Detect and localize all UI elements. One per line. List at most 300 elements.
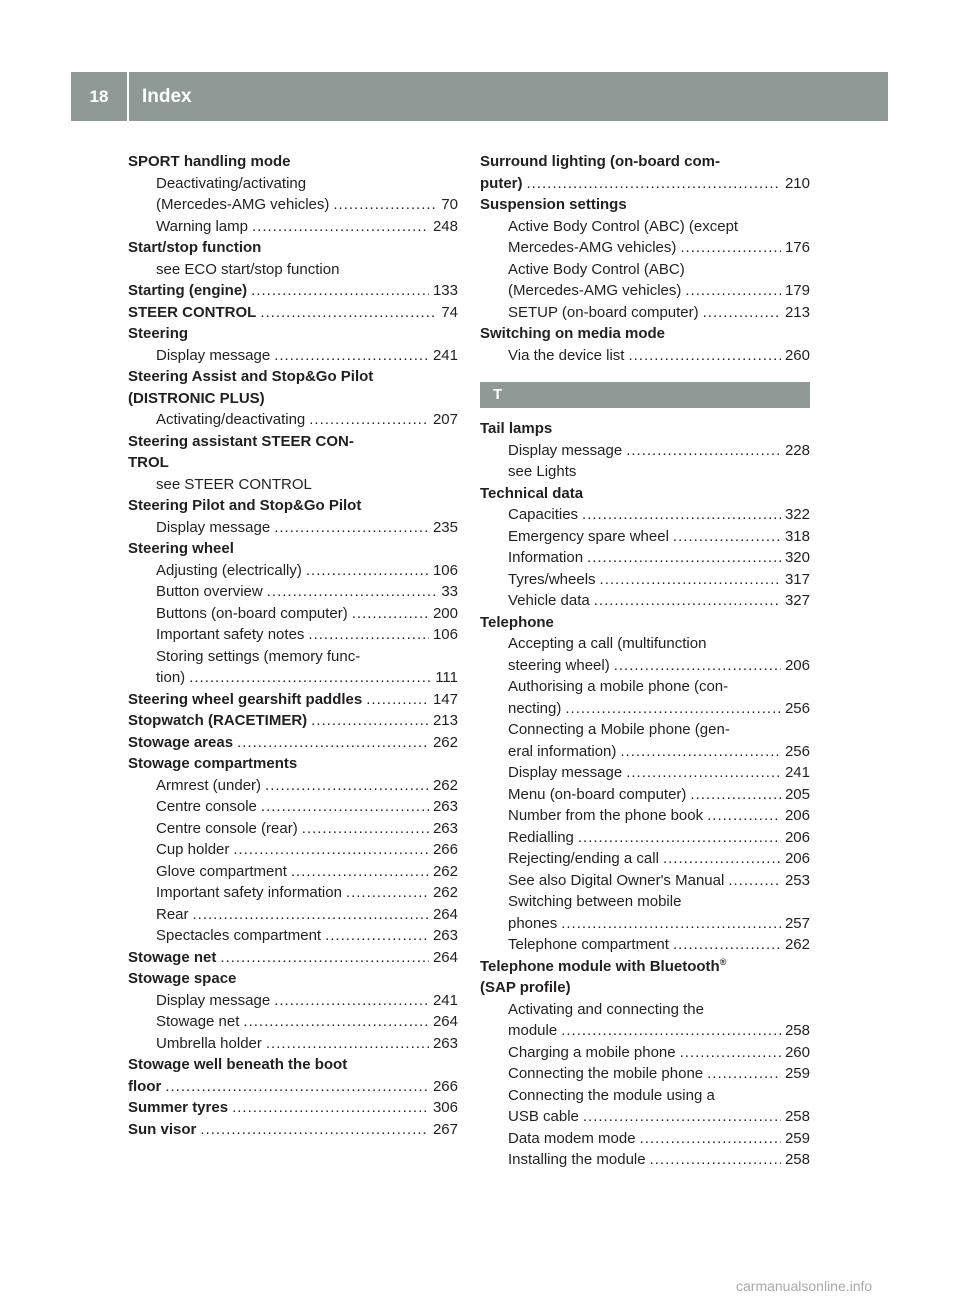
dot-leader	[309, 409, 429, 431]
index-entry-heading	[128, 1054, 458, 1076]
index-subentry-text	[480, 999, 810, 1021]
page-reference[interactable]: 263	[432, 1034, 458, 1052]
index-entry-heading	[128, 237, 458, 259]
page-reference[interactable]: 259	[784, 1129, 810, 1147]
entry-text: See also Digital Owner's Manual	[508, 871, 725, 889]
entry-text: puter)	[480, 174, 523, 192]
entry-text: Starting (engine)	[128, 282, 248, 299]
page-reference[interactable]: 241	[784, 764, 810, 781]
index-subentry[interactable]	[480, 302, 810, 324]
index-subentry-text	[480, 461, 810, 483]
page-reference[interactable]: 267	[432, 1120, 458, 1138]
page-reference[interactable]: 206	[784, 807, 810, 824]
entry-text: Stowage net	[128, 948, 217, 966]
entry-text: Important safety information	[156, 884, 342, 901]
page-reference[interactable]: 206	[784, 656, 810, 674]
index-subentry[interactable]	[480, 1106, 810, 1128]
entry-text: Telephone compartment	[508, 936, 669, 953]
entry-text: Display message	[508, 764, 623, 781]
index-column-left	[128, 151, 458, 1140]
index-subentry-text	[128, 259, 458, 281]
page-reference[interactable]: 213	[432, 712, 458, 729]
dot-leader	[266, 1033, 429, 1055]
index-entry-heading	[480, 977, 810, 999]
entry-text: Centre console (rear)	[156, 819, 298, 837]
dot-leader	[291, 861, 429, 883]
dot-leader	[325, 925, 429, 947]
index-subentry-text	[480, 259, 810, 281]
page-reference[interactable]: 241	[432, 346, 458, 364]
index-subentry-text	[480, 891, 810, 913]
dot-leader	[640, 1128, 781, 1150]
footer-watermark: carmanualsonline.info	[736, 1278, 873, 1294]
index-entry-heading	[480, 612, 810, 634]
entry-text: (Mercedes-AMG vehicles)	[156, 196, 330, 213]
entry-text: Switching between mobile	[508, 893, 682, 910]
entry-text: Warning lamp	[156, 217, 248, 235]
index-subentry[interactable]	[480, 569, 810, 591]
index-subentry[interactable]	[480, 1020, 810, 1042]
page-reference[interactable]: 264	[432, 948, 458, 966]
index-entry-heading	[128, 388, 458, 410]
entry-text: Adjusting (electrically)	[156, 561, 302, 579]
entry-text: Charging a mobile phone	[508, 1043, 676, 1061]
entry-text: Display message	[508, 441, 623, 459]
entry-text: SETUP (on-board computer)	[508, 303, 699, 321]
entry-text: Summer tyres	[128, 1099, 229, 1116]
index-entry[interactable]	[128, 302, 458, 324]
dot-leader	[626, 440, 781, 462]
entry-text: Tyres/wheels	[508, 570, 596, 588]
page-reference[interactable]: 70	[441, 196, 458, 213]
index-entry[interactable]	[128, 710, 458, 732]
registered-mark: ®	[719, 956, 727, 967]
entry-text: steering wheel)	[508, 656, 610, 674]
entry-text: Active Body Control (ABC)	[508, 260, 685, 278]
entry-text: Sun visor	[128, 1120, 197, 1138]
index-subentry[interactable]	[480, 655, 810, 677]
page-reference[interactable]: 263	[432, 927, 458, 944]
dot-leader	[707, 1063, 781, 1085]
index-subentry[interactable]	[128, 1011, 458, 1033]
entry-text: Telephone	[480, 613, 554, 631]
page-reference[interactable]: 258	[784, 1022, 810, 1039]
entry-text: necting)	[508, 699, 562, 717]
page-reference[interactable]: 264	[432, 905, 458, 923]
entry-text: Connecting the module using a	[508, 1086, 715, 1104]
page-reference[interactable]: 306	[432, 1099, 458, 1116]
index-subentry[interactable]	[480, 526, 810, 548]
dot-leader	[587, 547, 781, 569]
entry-text: Armrest (under)	[156, 776, 262, 794]
index-subentry[interactable]	[480, 1063, 810, 1085]
page-reference[interactable]: 322	[784, 506, 810, 523]
index-entry-heading	[480, 956, 810, 978]
entry-text: Steering Pilot and Stop&Go Pilot	[128, 497, 362, 514]
index-subentry[interactable]	[128, 560, 458, 582]
page-reference[interactable]: 262	[432, 776, 458, 794]
index-entry-heading	[128, 495, 458, 517]
page-number: 18	[89, 86, 109, 106]
dot-leader	[274, 517, 429, 539]
dot-leader	[233, 839, 429, 861]
page-reference[interactable]: 176	[784, 239, 810, 256]
entry-text: (DISTRONIC PLUS)	[128, 389, 265, 407]
page-reference[interactable]: 256	[784, 699, 810, 717]
entry-text: Telephone module with Bluetooth	[480, 957, 720, 975]
index-subentry[interactable]	[480, 848, 810, 870]
index-entry-heading	[128, 538, 458, 560]
dot-leader	[220, 947, 429, 969]
page-reference[interactable]: 179	[784, 282, 810, 299]
entry-text: Via the device list	[508, 346, 625, 364]
entry-text: SPORT handling mode	[128, 153, 291, 170]
page-reference[interactable]: 258	[784, 1108, 810, 1125]
page-header	[71, 72, 888, 121]
page-reference[interactable]: 210	[784, 174, 810, 192]
entry-text: Display message	[156, 518, 271, 536]
page-reference[interactable]: 262	[432, 862, 458, 880]
dot-leader	[690, 784, 781, 806]
index-subentry[interactable]	[480, 698, 810, 720]
index-subentry[interactable]	[128, 667, 458, 689]
entry-text: Tail lamps	[480, 420, 553, 437]
entry-text: Menu (on-board computer)	[508, 785, 687, 803]
index-subentry[interactable]	[480, 237, 810, 259]
index-entry[interactable]	[128, 1076, 458, 1098]
dot-leader	[267, 581, 438, 603]
entry-text: Technical data	[480, 484, 584, 502]
page-reference[interactable]: 147	[432, 690, 458, 708]
entry-text: Display message	[156, 991, 271, 1009]
dot-leader	[200, 1119, 429, 1141]
dot-leader	[583, 1106, 781, 1128]
page-reference[interactable]: 200	[432, 604, 458, 622]
dot-leader	[728, 870, 781, 892]
page-reference[interactable]: 206	[784, 828, 810, 846]
entry-text: Spectacles compartment	[156, 927, 322, 944]
entry-text: Switching on media mode	[480, 325, 666, 342]
index-entry[interactable]	[128, 689, 458, 711]
page-reference[interactable]: 262	[784, 936, 810, 953]
dot-leader	[261, 796, 429, 818]
entry-text: Mercedes-AMG vehicles)	[508, 239, 677, 256]
dot-leader	[663, 848, 781, 870]
index-entry-heading	[128, 366, 458, 388]
dot-leader	[251, 280, 429, 302]
entry-text: Cup holder	[156, 841, 230, 858]
index-subentry-text	[480, 216, 810, 238]
page-reference[interactable]: 33	[441, 583, 458, 600]
entry-text: Active Body Control (ABC) (except	[508, 217, 739, 235]
index-subentry[interactable]	[480, 1128, 810, 1150]
index-entry-heading	[128, 452, 458, 474]
index-entry-heading	[480, 194, 810, 216]
page-reference[interactable]: 266	[432, 841, 458, 858]
page-reference[interactable]: 213	[784, 303, 810, 321]
dot-leader	[685, 280, 781, 302]
dot-leader	[165, 1076, 429, 1098]
entry-text: Activating/deactivating	[156, 411, 306, 428]
index-subentry-text	[480, 633, 810, 655]
index-subentry[interactable]	[128, 409, 458, 431]
page-reference[interactable]: 111	[435, 669, 458, 686]
dot-leader	[366, 689, 429, 711]
index-subentry-text	[128, 646, 458, 668]
index-letter-heading: T	[480, 382, 810, 408]
page-reference[interactable]: 133	[432, 282, 458, 299]
entry-text: Suspension settings	[480, 196, 627, 213]
entry-text: see STEER CONTROL	[156, 475, 312, 493]
dot-leader	[260, 302, 437, 324]
dot-leader	[578, 827, 781, 849]
index-subentry[interactable]	[480, 934, 810, 956]
entry-text: Connecting a Mobile phone (gen-	[508, 721, 730, 738]
entry-text: Steering Assist and Stop&Go Pilot	[128, 368, 374, 385]
entry-text: Storing settings (memory func-	[156, 647, 361, 665]
entry-text: USB cable	[508, 1108, 579, 1125]
page-reference[interactable]: 320	[784, 549, 810, 566]
dot-leader	[650, 1149, 781, 1171]
index-subentry[interactable]	[128, 1033, 458, 1055]
entry-text: Centre console	[156, 798, 257, 815]
entry-text: Authorising a mobile phone (con-	[508, 678, 729, 695]
entry-text: TROL	[128, 454, 169, 471]
index-subentry[interactable]	[480, 504, 810, 526]
index-subentry[interactable]	[128, 818, 458, 840]
index-entry[interactable]	[128, 280, 458, 302]
dot-leader	[274, 345, 429, 367]
page-reference[interactable]: 262	[432, 733, 458, 751]
index-subentry[interactable]	[128, 904, 458, 926]
dot-leader	[232, 1097, 429, 1119]
index-subentry-text	[480, 676, 810, 698]
index-subentry[interactable]	[128, 925, 458, 947]
dot-leader	[582, 504, 781, 526]
dot-leader	[333, 194, 437, 216]
index-subentry[interactable]	[128, 603, 458, 625]
index-subentry[interactable]	[480, 1149, 810, 1171]
page-reference[interactable]: 264	[432, 1013, 458, 1030]
dot-leader	[614, 655, 781, 677]
dot-leader	[274, 990, 429, 1012]
entry-text: floor	[128, 1077, 162, 1095]
entry-text: Rejecting/ending a call	[508, 850, 659, 867]
index-subentry[interactable]	[128, 839, 458, 861]
page-reference[interactable]: 258	[784, 1151, 810, 1168]
entry-text: Connecting the mobile phone	[508, 1065, 704, 1082]
entry-text: Umbrella holder	[156, 1034, 262, 1052]
index-subentry[interactable]	[480, 827, 810, 849]
index-subentry[interactable]	[480, 784, 810, 806]
entry-text: Stopwatch (RACETIMER)	[128, 712, 308, 729]
index-subentry[interactable]	[480, 590, 810, 612]
entry-text: Capacities	[508, 506, 579, 523]
entry-text: Activating and connecting the	[508, 1000, 704, 1018]
page-reference[interactable]: 263	[432, 819, 458, 837]
page-reference[interactable]: 260	[784, 1043, 810, 1061]
index-subentry[interactable]	[480, 913, 810, 935]
index-subentry[interactable]	[128, 581, 458, 603]
entry-text: Stowage net	[156, 1013, 240, 1030]
index-subentry[interactable]	[480, 805, 810, 827]
index-entry-heading	[480, 323, 810, 345]
entry-text: Stowage compartments	[128, 755, 298, 772]
page-reference[interactable]: 106	[432, 626, 458, 643]
index-entry-heading	[480, 483, 810, 505]
index-entry-heading	[480, 418, 810, 440]
index-subentry-text	[128, 173, 458, 195]
entry-text: Stowage well beneath the boot	[128, 1056, 348, 1073]
entry-text: see Lights	[508, 463, 577, 480]
index-entry-heading	[128, 431, 458, 453]
page-reference[interactable]: 318	[784, 527, 810, 545]
entry-text: Start/stop function	[128, 239, 262, 256]
entry-text: Redialling	[508, 828, 574, 846]
index-subentry[interactable]	[128, 775, 458, 797]
dot-leader	[561, 1020, 781, 1042]
index-subentry-text	[128, 474, 458, 496]
index-subentry-text	[480, 1085, 810, 1107]
index-entry-heading	[128, 968, 458, 990]
entry-text: Buttons (on-board computer)	[156, 604, 348, 622]
dot-leader	[311, 710, 429, 732]
index-subentry[interactable]	[480, 1042, 810, 1064]
page-reference[interactable]: 266	[432, 1077, 458, 1095]
entry-text: (SAP profile)	[480, 979, 571, 996]
dot-leader	[306, 560, 429, 582]
index-subentry[interactable]	[128, 624, 458, 646]
entry-text: Surround lighting (on-board com-	[480, 153, 720, 170]
index-subentry[interactable]	[128, 194, 458, 216]
index-subentry[interactable]	[480, 280, 810, 302]
index-entry[interactable]	[128, 732, 458, 754]
dot-leader	[527, 173, 781, 195]
page-reference[interactable]: 74	[441, 303, 458, 321]
entry-text: Display message	[156, 346, 271, 364]
entry-text: Glove compartment	[156, 862, 287, 880]
entry-text: Data modem mode	[508, 1129, 636, 1147]
index-column-right	[480, 151, 810, 1171]
page-reference[interactable]: 257	[784, 914, 810, 932]
page-reference[interactable]: 228	[784, 441, 810, 459]
dot-leader	[673, 934, 781, 956]
page-reference[interactable]: 263	[432, 798, 458, 815]
entry-text: Stowage areas	[128, 733, 234, 751]
index-entry[interactable]	[128, 947, 458, 969]
index-subentry[interactable]	[128, 882, 458, 904]
index-subentry[interactable]	[128, 796, 458, 818]
entry-text: Number from the phone book	[508, 807, 704, 824]
index-subentry[interactable]	[480, 870, 810, 892]
page-reference[interactable]: 256	[784, 742, 810, 760]
entry-text: Important safety notes	[156, 626, 305, 643]
index-subentry[interactable]	[128, 216, 458, 238]
dot-leader	[265, 775, 429, 797]
page-reference[interactable]: 259	[784, 1065, 810, 1082]
page-reference[interactable]: 262	[432, 884, 458, 901]
index-subentry[interactable]	[128, 990, 458, 1012]
index-subentry[interactable]	[480, 547, 810, 569]
dot-leader	[707, 805, 781, 827]
dot-leader	[673, 526, 781, 548]
index-subentry[interactable]	[480, 741, 810, 763]
index-subentry[interactable]	[480, 345, 810, 367]
page-reference[interactable]: 253	[784, 871, 810, 889]
dot-leader	[680, 1042, 781, 1064]
page-reference[interactable]: 206	[784, 850, 810, 867]
dot-leader	[243, 1011, 429, 1033]
index-subentry[interactable]	[128, 861, 458, 883]
index-subentry-text	[480, 719, 810, 741]
index-subentry[interactable]	[480, 440, 810, 462]
page-reference[interactable]: 260	[784, 346, 810, 364]
index-entry[interactable]	[128, 1097, 458, 1119]
entry-text: Stowage space	[128, 970, 237, 987]
page-reference[interactable]: 248	[432, 217, 458, 235]
dot-leader	[561, 913, 781, 935]
dot-leader	[346, 882, 429, 904]
page-reference[interactable]: 207	[432, 411, 458, 428]
dot-leader	[352, 603, 429, 625]
index-subentry[interactable]	[128, 345, 458, 367]
page-reference[interactable]: 327	[784, 592, 810, 609]
dot-leader	[193, 904, 429, 926]
entry-text: Emergency spare wheel	[508, 527, 669, 545]
entry-text: Steering wheel	[128, 540, 234, 557]
entry-text: Rear	[156, 905, 189, 923]
index-entry-heading	[128, 753, 458, 775]
entry-text: tion)	[156, 669, 186, 686]
dot-leader	[565, 698, 781, 720]
page-reference[interactable]: 106	[432, 561, 458, 579]
dot-leader	[302, 818, 429, 840]
entry-text: Installing the module	[508, 1151, 646, 1168]
dot-leader	[628, 345, 781, 367]
index-entry[interactable]	[128, 1119, 458, 1141]
entry-text: Steering	[128, 325, 189, 342]
index-subentry[interactable]	[480, 762, 810, 784]
page-reference[interactable]: 205	[784, 785, 810, 803]
entry-text: see ECO start/stop function	[156, 260, 340, 278]
entry-text: (Mercedes-AMG vehicles)	[508, 282, 682, 299]
entry-text: Vehicle data	[508, 592, 590, 609]
index-entry-heading	[128, 323, 458, 345]
entry-text: Accepting a call (multifunction	[508, 635, 707, 652]
dot-leader	[680, 237, 781, 259]
dot-leader	[252, 216, 429, 238]
entry-text: STEER CONTROL	[128, 303, 257, 321]
index-subentry[interactable]	[128, 517, 458, 539]
dot-leader	[594, 590, 781, 612]
entry-text: Steering assistant STEER CON-	[128, 432, 354, 450]
entry-text: module	[508, 1022, 558, 1039]
dot-leader	[600, 569, 781, 591]
index-entry-heading	[480, 151, 810, 173]
dot-leader	[620, 741, 781, 763]
index-entry-heading	[128, 151, 458, 173]
page-reference[interactable]: 235	[432, 518, 458, 536]
index-entry[interactable]	[480, 173, 810, 195]
entry-text: Steering wheel gearshift paddles	[128, 690, 363, 708]
page-reference[interactable]: 241	[432, 991, 458, 1009]
entry-text: eral information)	[508, 742, 617, 760]
dot-leader	[189, 667, 431, 689]
entry-text: Button overview	[156, 583, 263, 600]
page-reference[interactable]: 317	[784, 570, 810, 588]
dot-leader	[308, 624, 429, 646]
entry-text: Information	[508, 549, 584, 566]
